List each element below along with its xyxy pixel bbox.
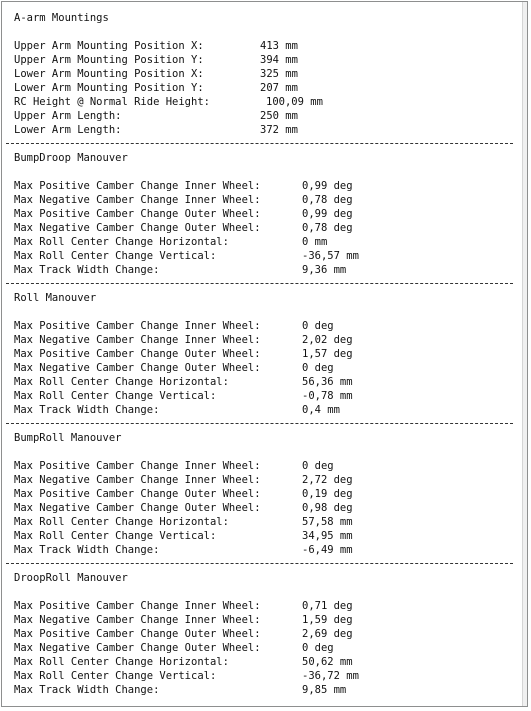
result-row [14, 403, 519, 417]
result-row [14, 361, 519, 375]
row-value: 9,85 mm [302, 684, 347, 696]
result-row [14, 319, 519, 333]
result-row [14, 641, 519, 655]
dashed-divider [14, 137, 519, 151]
row-label: Max Positive Camber Change Outer Wheel: [14, 488, 261, 500]
blank-line [14, 305, 519, 319]
row-value: -6,49 mm [302, 544, 353, 556]
row-label: Max Roll Center Change Horizontal: [14, 656, 229, 668]
row-label: Upper Arm Mounting Position Y: [14, 54, 204, 66]
result-row [14, 655, 519, 669]
result-row [14, 39, 519, 53]
row-label: Max Track Width Change: [14, 684, 160, 696]
row-label: Max Positive Camber Change Outer Wheel: [14, 348, 261, 360]
result-row [14, 123, 519, 137]
row-value: 50,62 mm [302, 656, 353, 668]
result-row [14, 95, 519, 109]
row-label: Max Positive Camber Change Inner Wheel: [14, 460, 261, 472]
row-value: 0 deg [302, 320, 334, 332]
row-label: Max Roll Center Change Vertical: [14, 670, 217, 682]
result-row [14, 515, 519, 529]
row-value: 2,02 deg [302, 334, 353, 346]
row-label: Upper Arm Mounting Position X: [14, 40, 204, 52]
row-label: Max Roll Center Change Vertical: [14, 390, 217, 402]
blank-line [14, 585, 519, 599]
a-arm-mountings-section [14, 11, 519, 137]
row-label: Max Positive Camber Change Inner Wheel: [14, 600, 261, 612]
section-title: BumpDroop Manouver [14, 152, 128, 164]
result-row [14, 67, 519, 81]
results-content [14, 11, 519, 697]
row-label: Lower Arm Length: [14, 124, 122, 136]
row-value: 325 mm [260, 68, 298, 80]
row-label: Lower Arm Mounting Position X: [14, 68, 204, 80]
row-value: 0 deg [302, 362, 334, 374]
result-row [14, 347, 519, 361]
result-row [14, 389, 519, 403]
row-value: 0,19 deg [302, 488, 353, 500]
row-label: Max Negative Camber Change Inner Wheel: [14, 474, 261, 486]
row-label: Max Negative Camber Change Outer Wheel: [14, 222, 261, 234]
dashed-divider [14, 417, 519, 431]
row-value: 0,99 deg [302, 180, 353, 192]
row-value: 9,36 mm [302, 264, 347, 276]
row-label: Max Roll Center Change Horizontal: [14, 236, 229, 248]
row-value: 0 mm [302, 236, 328, 248]
row-value: 372 mm [260, 124, 298, 136]
row-label: Max Track Width Change: [14, 264, 160, 276]
row-label: Max Negative Camber Change Outer Wheel: [14, 362, 261, 374]
blank-line [14, 445, 519, 459]
result-row [14, 501, 519, 515]
row-label: Max Track Width Change: [14, 544, 160, 556]
result-row [14, 683, 519, 697]
section-title: A-arm Mountings [14, 12, 109, 24]
result-row [14, 193, 519, 207]
row-value: -0,78 mm [302, 390, 353, 402]
row-value: -36,72 mm [302, 670, 359, 682]
row-value: 34,95 mm [302, 530, 353, 542]
result-row [14, 459, 519, 473]
row-label: RC Height @ Normal Ride Height: [14, 96, 210, 108]
result-row [14, 627, 519, 641]
section-title: Roll Manouver [14, 292, 97, 304]
row-label: Upper Arm Length: [14, 110, 122, 122]
dashed-divider [14, 557, 519, 571]
row-label: Max Positive Camber Change Outer Wheel: [14, 208, 261, 220]
row-value: 100,09 mm [266, 96, 323, 108]
blank-line [14, 25, 519, 39]
row-label: Max Roll Center Change Horizontal: [14, 516, 229, 528]
row-label: Lower Arm Mounting Position Y: [14, 82, 204, 94]
row-value: 2,72 deg [302, 474, 353, 486]
row-label: Max Positive Camber Change Inner Wheel: [14, 180, 261, 192]
result-row [14, 613, 519, 627]
row-value: 0,99 deg [302, 208, 353, 220]
row-value: 0,4 mm [302, 404, 340, 416]
row-value: -36,57 mm [302, 250, 359, 262]
section-title: BumpRoll Manouver [14, 432, 122, 444]
roll-section [14, 291, 519, 417]
bumpdroop-section [14, 151, 519, 277]
row-label: Max Roll Center Change Horizontal: [14, 376, 229, 388]
result-row [14, 599, 519, 613]
result-row [14, 249, 519, 263]
result-row [14, 81, 519, 95]
row-label: Max Track Width Change: [14, 404, 160, 416]
result-row [14, 221, 519, 235]
result-row [14, 529, 519, 543]
row-value: 413 mm [260, 40, 298, 52]
result-row [14, 543, 519, 557]
row-value: 0 deg [302, 642, 334, 654]
result-row [14, 263, 519, 277]
blank-line [14, 165, 519, 179]
result-row [14, 207, 519, 221]
results-text-box[interactable] [1, 1, 528, 707]
row-value: 0,78 deg [302, 194, 353, 206]
result-row [14, 109, 519, 123]
result-row [14, 473, 519, 487]
row-label: Max Negative Camber Change Inner Wheel: [14, 614, 261, 626]
row-value: 0 deg [302, 460, 334, 472]
row-value: 250 mm [260, 110, 298, 122]
row-value: 2,69 deg [302, 628, 353, 640]
row-label: Max Negative Camber Change Inner Wheel: [14, 194, 261, 206]
row-value: 0,71 deg [302, 600, 353, 612]
section-title: DroopRoll Manouver [14, 572, 128, 584]
row-value: 0,78 deg [302, 222, 353, 234]
row-value: 1,57 deg [302, 348, 353, 360]
row-value: 207 mm [260, 82, 298, 94]
row-label: Max Negative Camber Change Inner Wheel: [14, 334, 261, 346]
result-row [14, 179, 519, 193]
row-label: Max Positive Camber Change Inner Wheel: [14, 320, 261, 332]
result-row [14, 235, 519, 249]
result-row [14, 487, 519, 501]
result-row [14, 375, 519, 389]
result-row [14, 333, 519, 347]
row-value: 394 mm [260, 54, 298, 66]
vertical-scrollbar[interactable] [522, 2, 527, 706]
row-value: 57,58 mm [302, 516, 353, 528]
bumproll-section [14, 431, 519, 557]
result-row [14, 53, 519, 67]
row-label: Max Negative Camber Change Outer Wheel: [14, 642, 261, 654]
row-label: Max Roll Center Change Vertical: [14, 250, 217, 262]
row-label: Max Negative Camber Change Outer Wheel: [14, 502, 261, 514]
row-label: Max Positive Camber Change Outer Wheel: [14, 628, 261, 640]
result-row [14, 669, 519, 683]
row-value: 1,59 deg [302, 614, 353, 626]
dashed-divider [14, 277, 519, 291]
row-value: 0,98 deg [302, 502, 353, 514]
row-value: 56,36 mm [302, 376, 353, 388]
drooproll-section [14, 571, 519, 697]
row-label: Max Roll Center Change Vertical: [14, 530, 217, 542]
